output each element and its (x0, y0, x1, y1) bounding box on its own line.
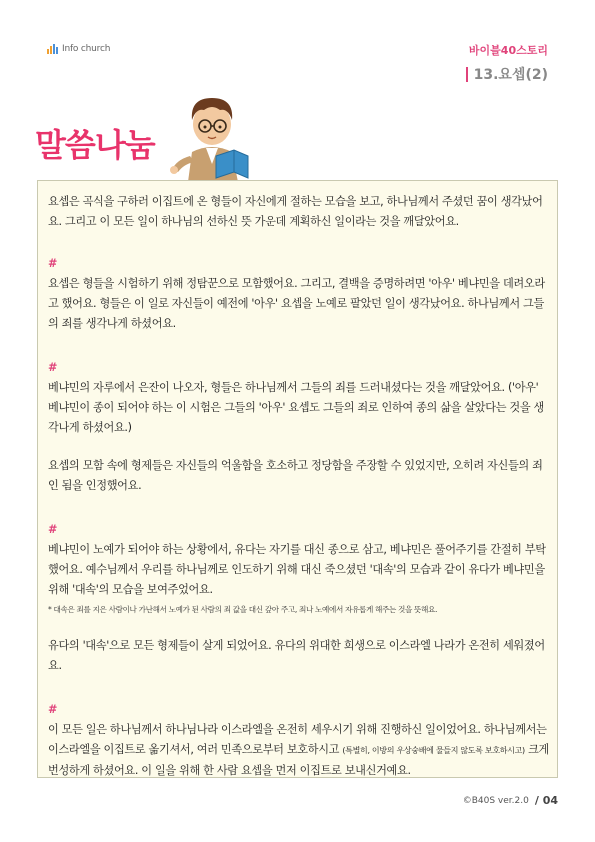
episode-title (466, 64, 548, 84)
paragraph-3: 베냐민의 자루에서 은잔이 나오자, 형들은 하나님께서 그들의 죄를 드러내셨다는 것을 깨달았어요. ('아우' 베냐민이 종이 되어야 하는 이 시험은 그들의 '아우' 요셉도 그들의 죄로 인하여 종의 삶을 살았다는 것을 생각나게 하셨어요.) (48, 381, 544, 434)
paragraph-7-part-2: 크게 번성하게 하셨어요. 이 일을 위해 한 사람 요셉을 먼저 이집트로 보내신거예요. (48, 743, 549, 777)
section-marker: # (48, 361, 58, 374)
logo-bars-icon (47, 44, 58, 54)
paragraph-2: 요셉은 형들을 시험하기 위해 정탐꾼으로 모함했어요. 그리고, 결백을 증명하려면 '아우' 베냐민을 데려오라고 했어요. 형들은 이 일로 자신들이 예전에 '아우' 요셉을 노예로 팔았던 일이 생각났어요. 하나님께서 그들의 죄를 생각나게 하셨어요. (48, 277, 545, 330)
reading-boy-illustration (168, 90, 258, 182)
paragraph-5: 베냐민이 노예가 되어야 하는 상황에서, 유다는 자기를 대신 종으로 삼고, 베냐민은 풀어주기를 간절히 부탁했어요. 예수님께서 우리를 하나님께로 인도하기 위해 대신 죽으셨던 '대속'의 모습과 같이 유다가 베냐민을 위해 '대속'의 모습을 보여주었어요. (48, 543, 546, 596)
section-marker: # (48, 523, 58, 536)
logo-text: Info church (62, 44, 111, 54)
episode-bar (466, 67, 468, 82)
page-number: / 04 (534, 794, 558, 807)
section-marker: # (48, 703, 58, 716)
paragraph-6: 유다의 '대속'으로 모든 형제들이 살게 되었어요. 유다의 위대한 희생으로 이스라엘 나라가 온전히 세워졌어요. (48, 639, 545, 672)
paragraph-4: 요셉의 모함 속에 형제들은 자신들의 억울함을 호소하고 정당함을 주장할 수 있었지만, 오히려 자신들의 죄인 됨을 인정했어요. (48, 459, 543, 492)
section-marker: # (48, 257, 58, 270)
copyright: ©B40S ver.2.0 (462, 795, 529, 806)
page-footer (463, 794, 558, 807)
paragraph-7-aside: (특별히, 이방의 우상숭배에 물들지 않도록 보호하시고) (342, 746, 525, 755)
paragraph-1: 요셉은 곡식을 구하러 이집트에 온 형들이 자신에게 절하는 모습을 보고, 하나님께서 주셨던 꿈이 생각났어요. 그리고 이 모든 일이 하나님의 선하신 뜻 가운데 계획하신 일이라는 것을 깨달았어요. (48, 195, 543, 228)
series-title: 바이블40스토리 (468, 44, 548, 57)
page-title: 말씀나눔 (35, 126, 155, 164)
paragraph-7-part-1: 이 모든 일은 하나님께서 하나님나라 이스라엘을 온전히 세우시기 위해 진행하신 일이었어요. 하나님께서는 이스라엘을 이집트로 옮기셔서, 여러 민족으로부터 보호하시고 (48, 723, 547, 756)
infochurch-logo (47, 44, 110, 54)
content-body (48, 192, 550, 781)
episode-label: 13.요셉(2) (473, 67, 548, 83)
paragraph-7 (48, 720, 550, 781)
footnote: * 대속은 죄를 지은 사람이나 가난해서 노예가 된 사람의 죄 값을 대신 갚아 주고, 죄나 노예에서 자유롭게 해주는 것을 뜻해요. (48, 605, 438, 614)
